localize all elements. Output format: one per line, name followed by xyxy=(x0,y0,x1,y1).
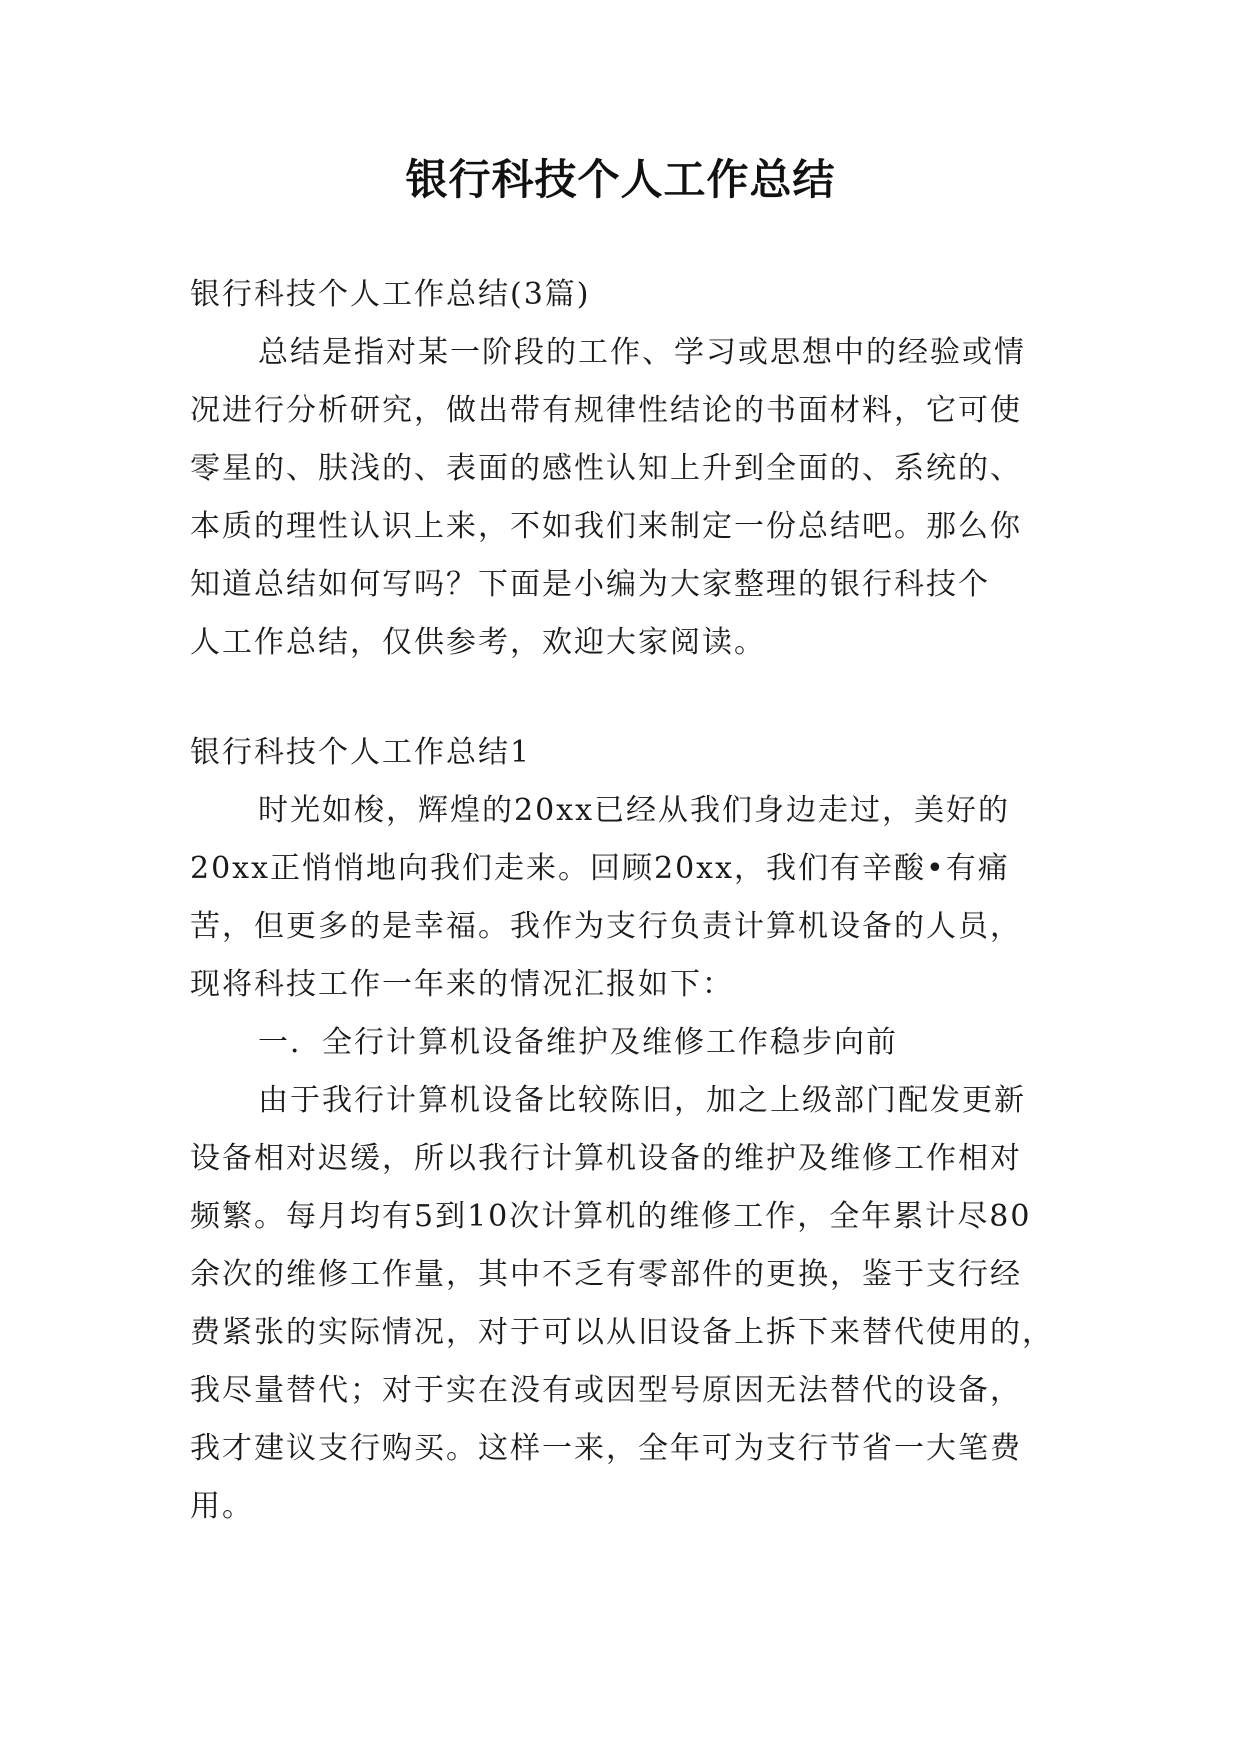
section-heading: 银行科技个人工作总结1 xyxy=(190,735,532,770)
paragraph-line: 我尽量替代；对于实在没有或因型号原因无法替代的设备， xyxy=(190,1373,1022,1408)
paragraph-line: 用。 xyxy=(190,1489,254,1524)
section-1 xyxy=(190,724,1060,1536)
intro-line: 总结是指对某一阶段的工作、学习或思想中的经验或情 xyxy=(258,335,1026,370)
intro-line: 本质的理性认识上来，不如我们来制定一份总结吧。那么你 xyxy=(190,509,1022,544)
document-title: 银行科技个人工作总结 xyxy=(405,155,836,204)
paragraph-line: 时光如梭，辉煌的20xx已经从我们身边走过，美好的 xyxy=(258,793,1011,828)
paragraph-line: 20xx正悄悄地向我们走来。回顾20xx，我们有辛酸•有痛 xyxy=(190,851,1010,886)
paragraph-line: 苦，但更多的是幸福。我作为支行负责计算机设备的人员， xyxy=(190,909,1022,944)
paragraph-line: 费紧张的实际情况，对于可以从旧设备上拆下来替代使用的， xyxy=(190,1315,1054,1350)
document-intro xyxy=(190,266,1060,672)
paragraph-line: 余次的维修工作量，其中不乏有零部件的更换，鉴于支行经 xyxy=(190,1257,1022,1292)
intro-line: 人工作总结，仅供参考，欢迎大家阅读。 xyxy=(190,625,766,660)
document-subtitle: 银行科技个人工作总结(3篇) xyxy=(190,277,591,312)
intro-line: 知道总结如何写吗？下面是小编为大家整理的银行科技个 xyxy=(190,567,990,602)
intro-line: 零星的、肤浅的、表面的感性认知上升到全面的、系统的、 xyxy=(190,451,1022,486)
intro-line: 况进行分析研究，做出带有规律性结论的书面材料，它可使 xyxy=(190,393,1022,428)
item-heading: 一．全行计算机设备维护及维修工作稳步向前 xyxy=(258,1025,898,1060)
paragraph-line: 现将科技工作一年来的情况汇报如下： xyxy=(190,967,734,1002)
paragraph-line: 我才建议支行购买。这样一来，全年可为支行节省一大笔费 xyxy=(190,1431,1022,1466)
paragraph-line: 设备相对迟缓，所以我行计算机设备的维护及维修工作相对 xyxy=(190,1141,1022,1176)
paragraph-line: 频繁。每月均有5到10次计算机的维修工作，全年累计尽80 xyxy=(190,1199,1032,1234)
paragraph-line: 由于我行计算机设备比较陈旧，加之上级部门配发更新 xyxy=(258,1083,1026,1118)
